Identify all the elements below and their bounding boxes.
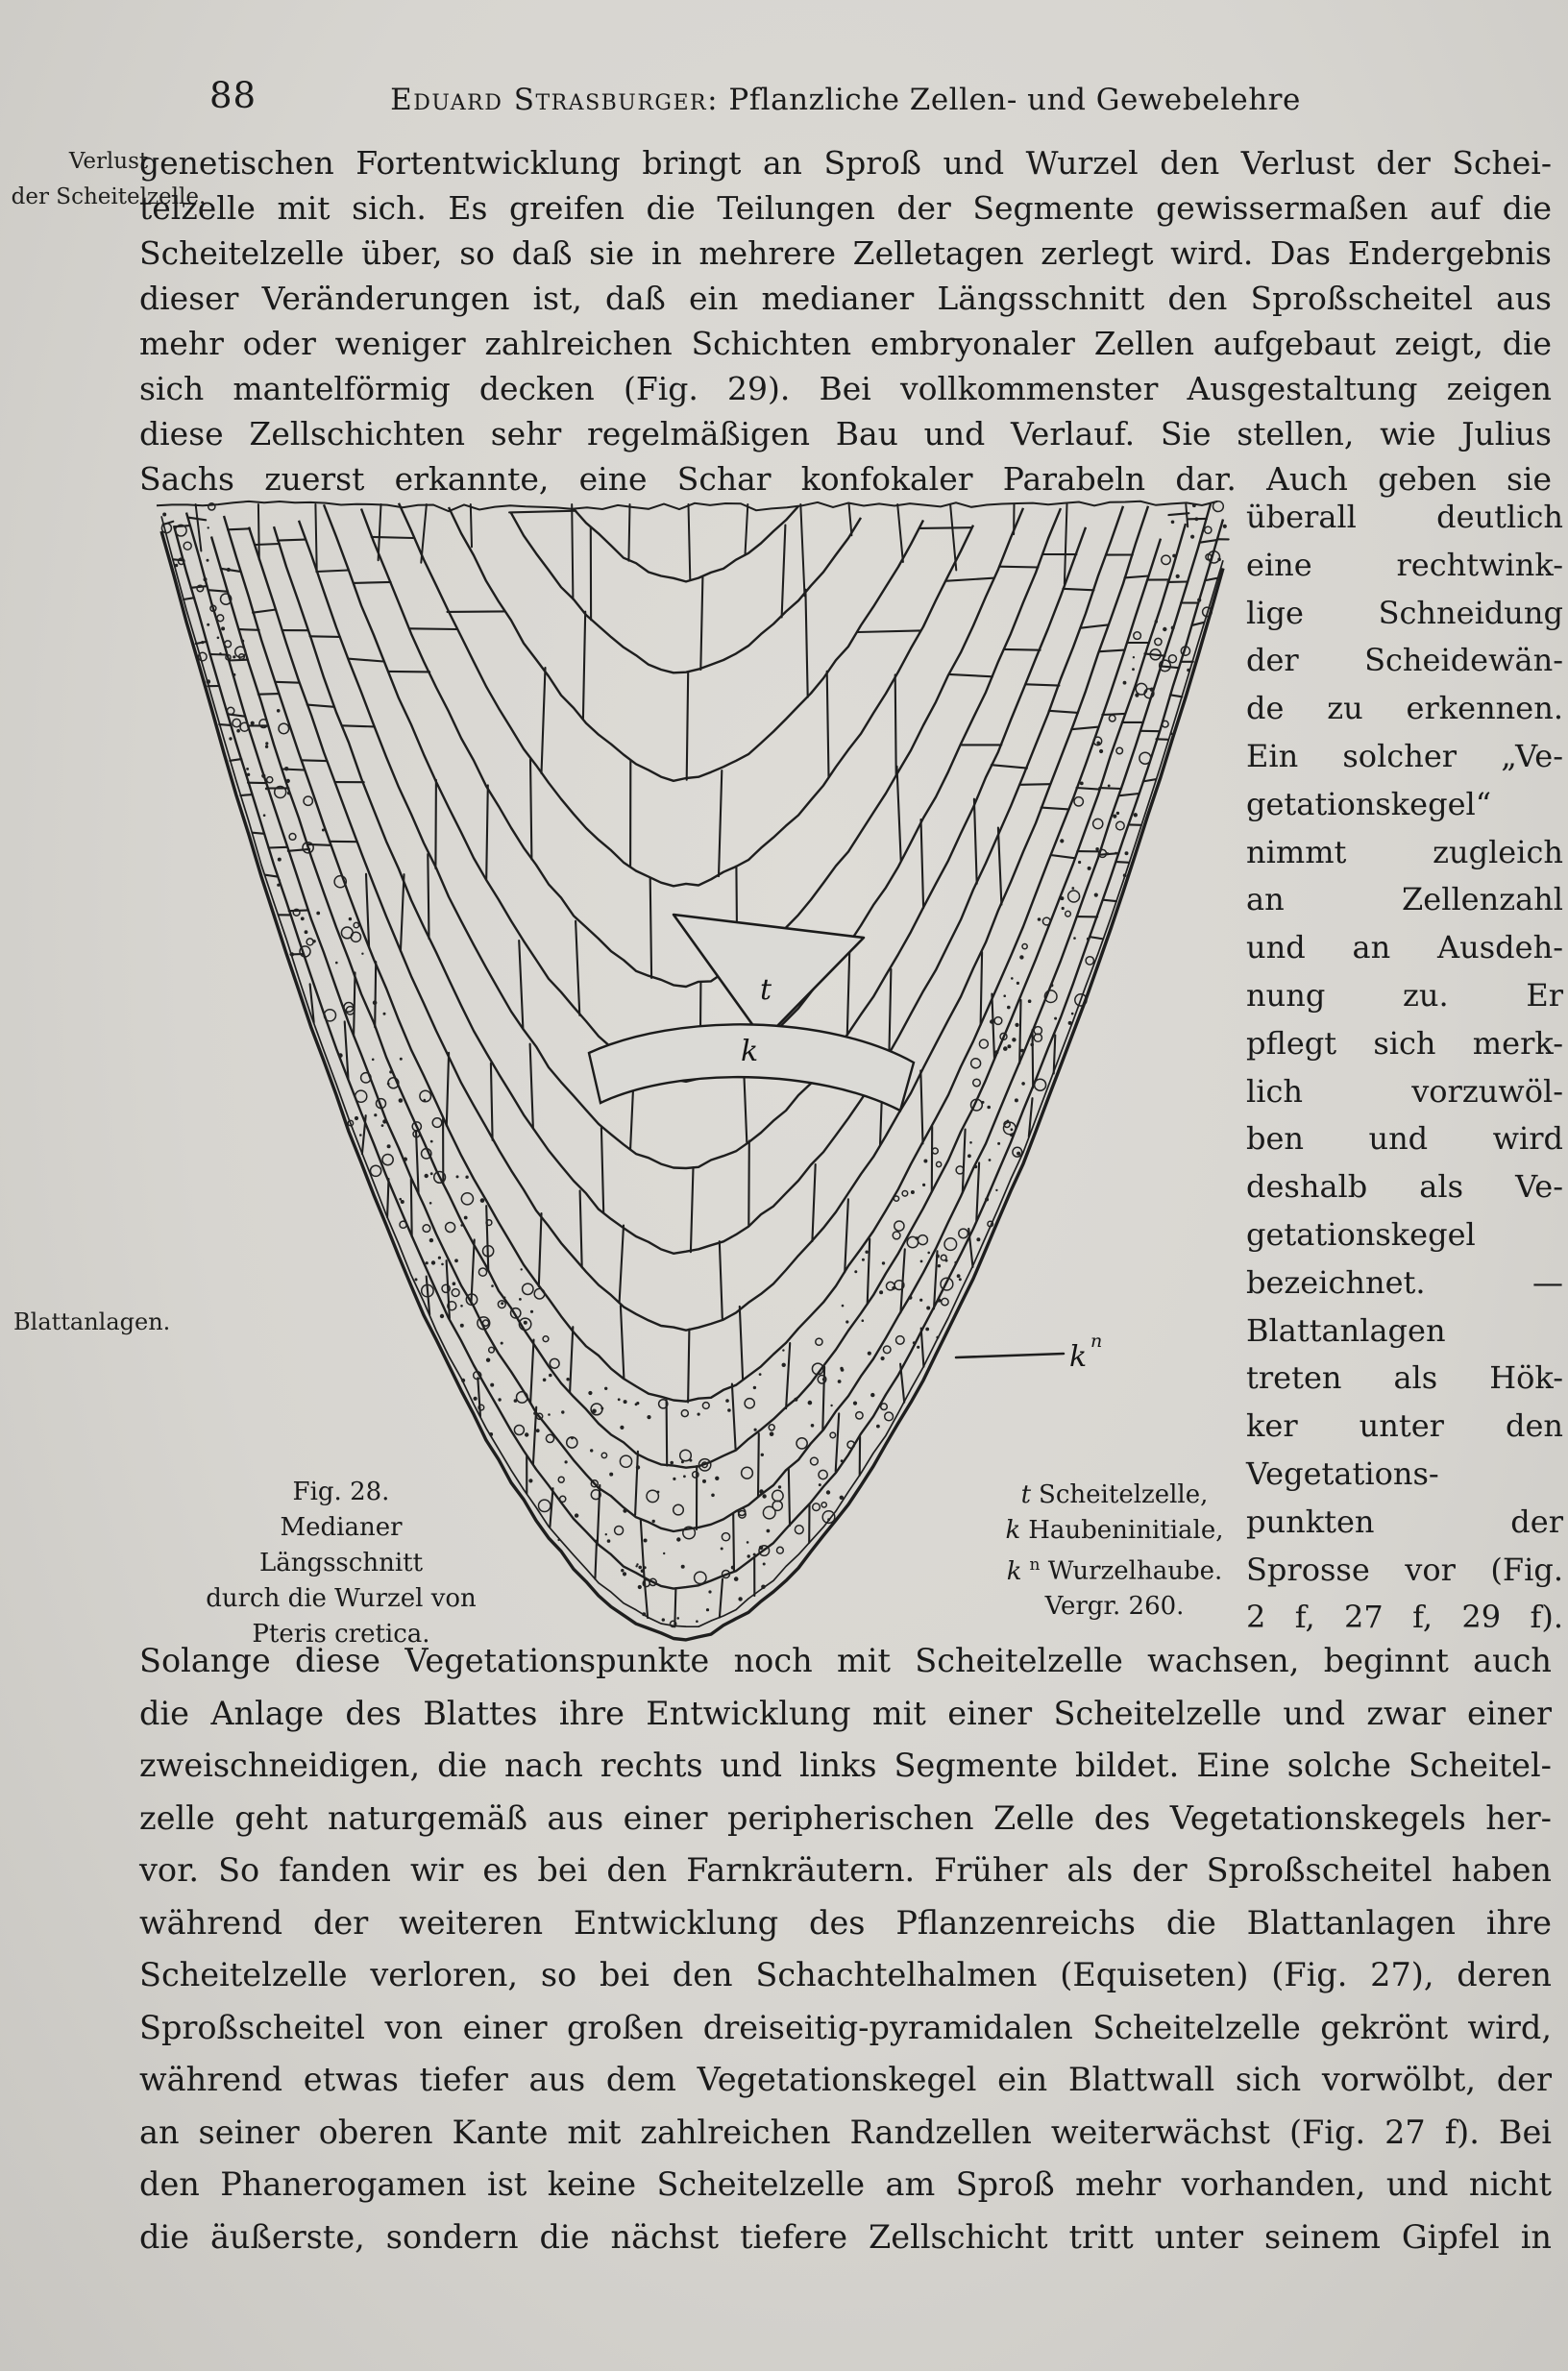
text-line: an Zellenzahl [1246,881,1563,918]
margin-note-blattanlagen: Blattanlagen. [13,1308,171,1335]
text-line: genetischen Fortentwicklung bringt an Sproß und Wurzel den Verlust der Schei- [139,144,1552,182]
text-line: Ein solcher „Ve- [1246,737,1563,774]
text-line: vor. So fanden wir es bei den Farnkräutern. Früher als der Sproßscheitel haben [139,1851,1552,1889]
text-line: Sachs zuerst erkannte, eine Schar konfokaler Parabeln dar. Auch geben sie [139,460,1552,498]
text-line: ker unter den [1246,1407,1563,1445]
text-line: punkten der [1246,1503,1563,1540]
text-line: telzelle mit sich. Es greifen die Teilungen der Segmente gewissermaßen auf die [139,189,1552,227]
text-line: nung zu. Er [1246,976,1563,1014]
legend-entry [970,1548,1259,1589]
caption-line: Fig. 28. [292,1478,390,1506]
text-line: während der weiteren Entwicklung des Pflanzenreichs die Blattanlagen ihre [139,1903,1552,1942]
legend-symbol: k [1006,1556,1022,1586]
magnification: Vergr. 260. [1044,1592,1185,1622]
text-line: überall deutlich [1246,499,1563,535]
text-line: Blattanlagen [1246,1311,1446,1349]
text-line: Sproßscheitel von einer großen dreiseitig-pyramidalen Scheitelzelle gekrönt wird, [139,2008,1552,2046]
figure-caption [197,1475,485,1652]
running-title-text: Pflanzliche Zellen- und Gewebelehre [719,83,1301,117]
text-line: lige Schneidung [1246,594,1563,631]
legend-symbol: t [1020,1480,1032,1509]
page-number: 88 [209,75,257,116]
paragraph-2 [139,1635,1552,2263]
legend-symbol: k [1005,1515,1021,1545]
caption-line: durch die Wurzel von [206,1584,477,1613]
rootcap-label-sup: n [1090,1331,1103,1352]
text-line: Scheitelzelle verloren, so bei den Schachtelhalmen (Equiseten) (Fig. 27), deren [139,1956,1552,1993]
text-line: ben und wird [1246,1120,1563,1158]
text-line: eine rechtwink- [1246,546,1563,583]
caption-line: Medianer Längsschnitt [258,1513,424,1577]
text-line: Solange diese Vegetationspunkte noch mit Scheitelzelle wachsen, beginnt auch [139,1642,1552,1679]
text-line: pflegt sich merk- [1246,1024,1563,1062]
text-line: und an Ausdeh- [1246,929,1563,966]
text-line: nimmt zugleich [1246,833,1563,870]
running-title [139,83,1552,117]
text-line: bezeichnet. — [1246,1263,1563,1301]
legend-text: Haubeninitiale, [1028,1515,1224,1545]
margin-note-line: der Scheitelzelle. [11,184,207,209]
text-line: getationskegel [1246,1215,1476,1253]
text-line: 2 f, 27 f, 29 f). [1246,1599,1563,1636]
text-line: an seiner oberen Kante mit zahlreichen Randzellen weiterwächst (Fig. 27 f). Bei [139,2113,1552,2151]
text-line: sich mantelförmig decken (Fig. 29). Bei vollkommenster Ausgestaltung zeigen [139,370,1552,407]
text-line: treten als Hök- [1246,1359,1563,1397]
text-line: der Scheidewän- [1246,642,1563,679]
text-line: getationskegel“ [1246,785,1492,822]
legend-text: Scheitelzelle, [1039,1480,1209,1509]
margin-note-line: Verlust [68,149,149,174]
running-title-author: Eduard Strasburger: [390,83,720,117]
text-line: deshalb als Ve- [1246,1168,1563,1206]
text-line: dieser Veränderungen ist, daß ein medianer Längsschnitt den Sproßscheitel aus [139,280,1552,317]
text-line: die äußerste, sondern die nächst tiefere Zellschicht tritt unter seinem Gipfel in [139,2217,1552,2256]
text-line: de zu erkennen. [1246,690,1563,727]
text-line: Scheitelzelle über, so daß sie in mehrere Zelletagen zerlegt wird. Das Endergebnis [139,234,1552,272]
legend-text: Wurzelhaube. [1047,1556,1223,1586]
text-line: diese Zellschichten sehr regelmäßigen Bau und Verlauf. Sie stellen, wie Julius [139,415,1552,452]
legend-entry [970,1513,1259,1549]
right-text-column [1246,494,1563,1642]
text-line: zweischneidigen, die nach rechts und links Segmente bildet. Eine solche Scheitel- [139,1747,1552,1784]
text-line: mehr oder weniger zahlreichen Schichten embryonaler Zellen aufgebaut zeigt, die [139,325,1552,362]
text-line: während etwas tiefer aus dem Vegetationskegel ein Blattwall sich vorwölbt, der [139,2061,1552,2098]
legend-symbol-sup: n [1029,1555,1041,1575]
paragraph-1 [139,140,1552,501]
text-line: lich vorzuwöl- [1246,1072,1563,1110]
text-line: zelle geht naturgemäß aus einer peripherischen Zelle des Vegetationskegels her- [139,1798,1552,1837]
text-line: Vegetations- [1246,1454,1439,1492]
text-line: die Anlage des Blattes ihre Entwicklung mit einer Scheitelzelle und zwar einer [139,1694,1552,1732]
apical-cell-label: t [760,973,772,1007]
caption-line: Pteris cretica. [252,1620,430,1649]
figure-legend [970,1478,1259,1625]
legend-entry [970,1478,1259,1513]
cap-initial-label: k [741,1035,759,1068]
text-line: den Phanerogamen ist keine Scheitelzelle am Sproß mehr vorhanden, und nicht [139,2165,1552,2203]
text-line: Sprosse vor (Fig. [1246,1551,1563,1588]
rootcap-label: k [1069,1340,1088,1374]
